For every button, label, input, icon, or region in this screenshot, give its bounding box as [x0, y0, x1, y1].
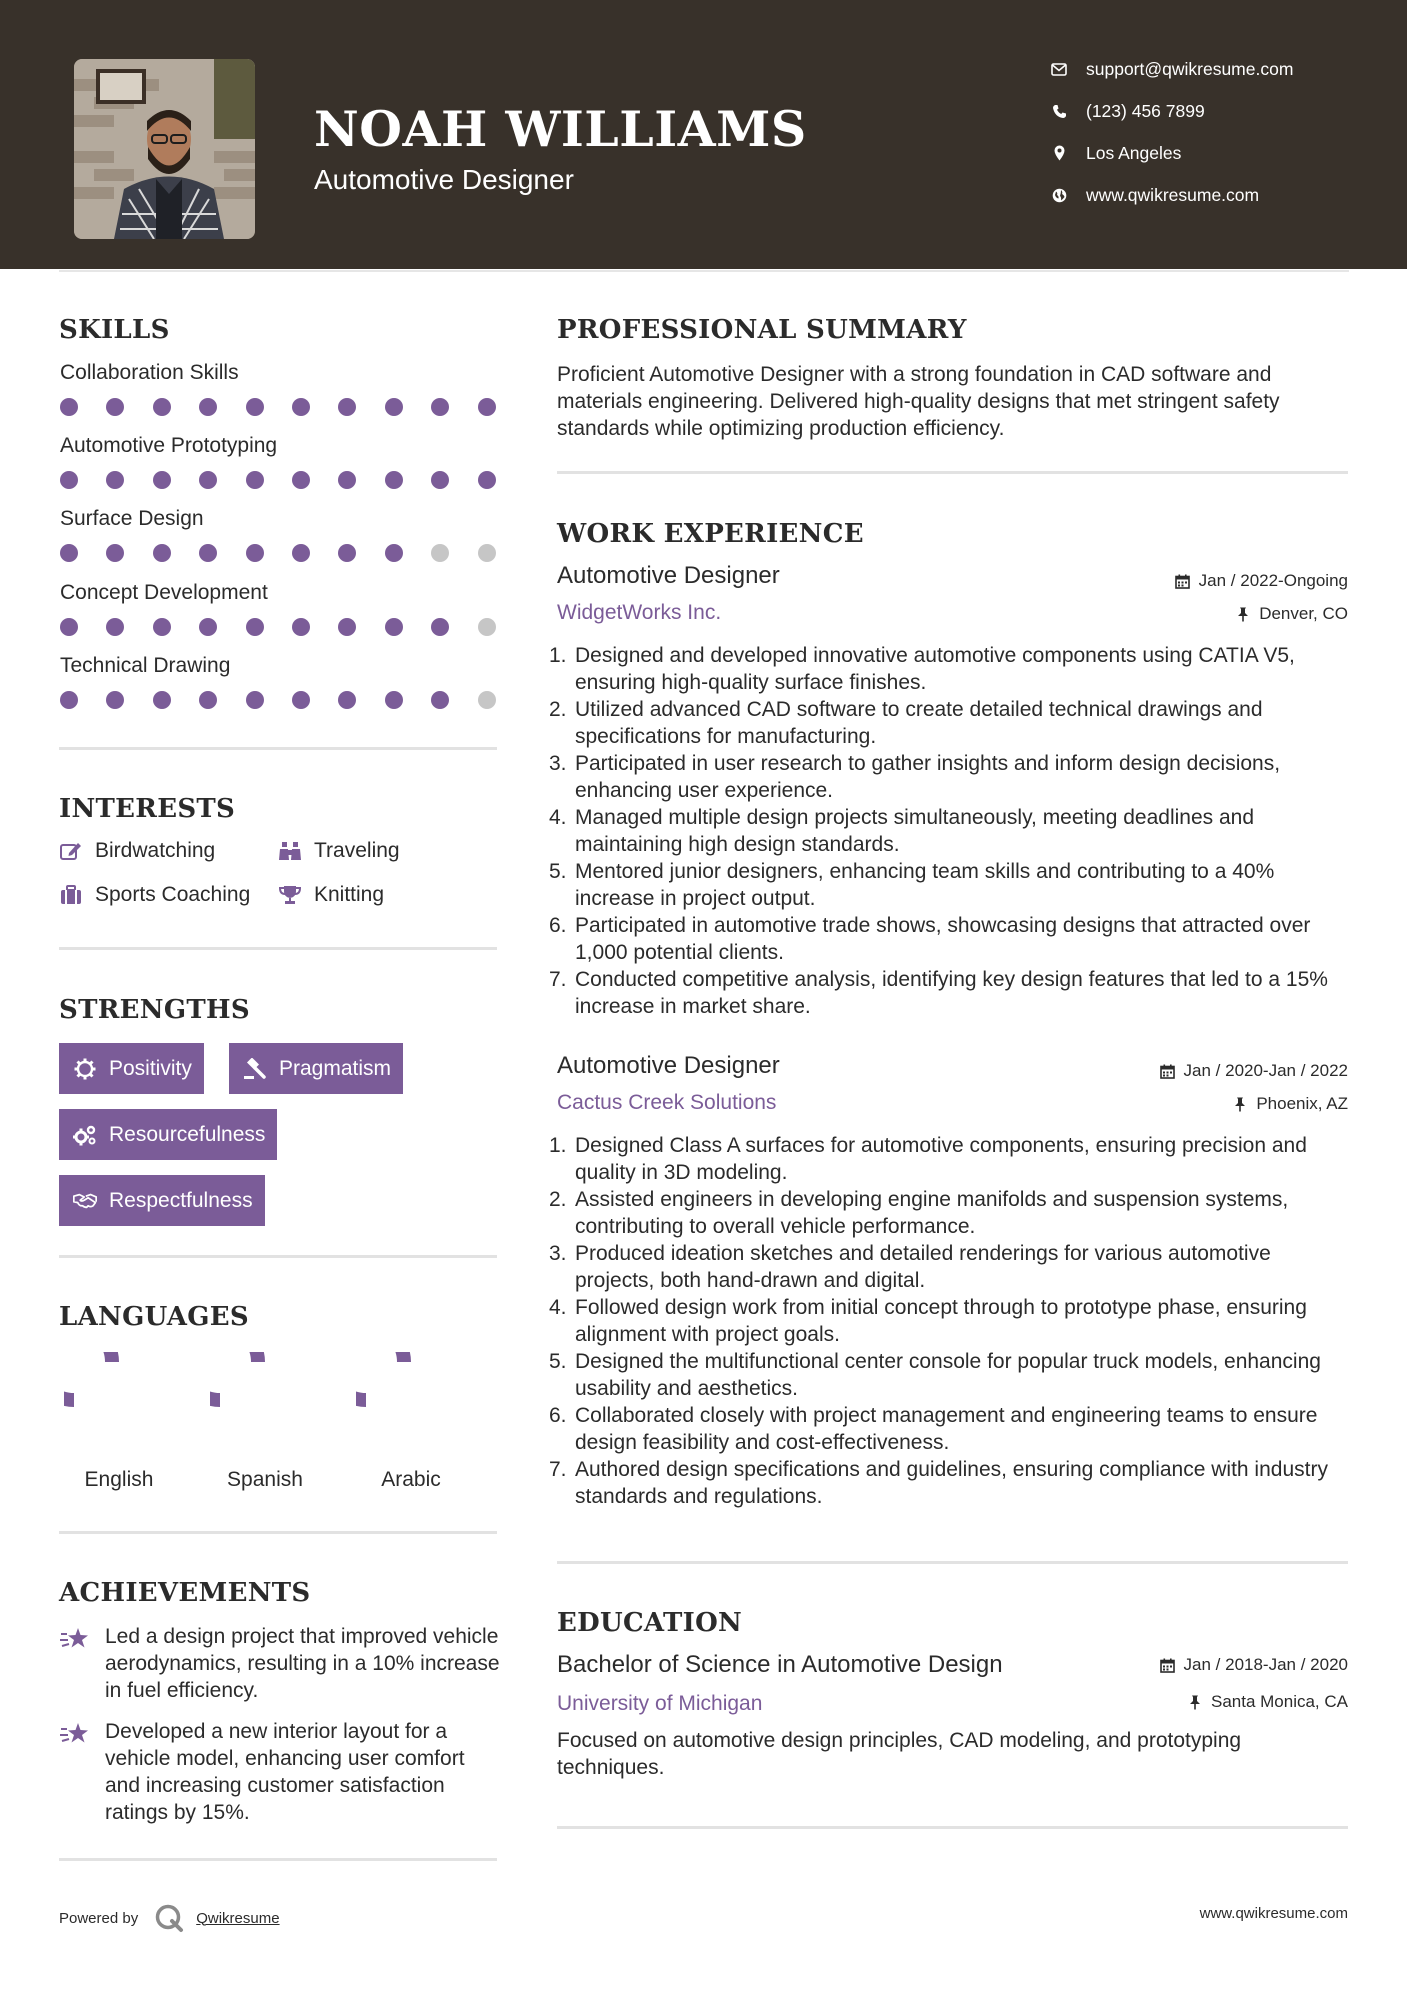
language-proficiency-arc [64, 1352, 112, 1400]
interest-item [59, 839, 215, 863]
strength-label: Pragmatism [279, 1056, 392, 1080]
skill-dot-filled [385, 618, 403, 636]
qwikresume-logo-icon [154, 1903, 184, 1933]
pencil-square-icon [59, 839, 83, 863]
skill-rating [60, 618, 497, 638]
skill-dot-filled [385, 398, 403, 416]
skill-dot-filled [106, 398, 124, 416]
skill-dot-filled [199, 618, 217, 636]
job-location-text: Phoenix, AZ [1256, 1094, 1348, 1113]
skill-dot-filled [338, 398, 356, 416]
skill-dot-filled [60, 398, 78, 416]
school-name: University of Michigan [557, 1692, 763, 1715]
job-bullet-text: Managed multiple design projects simultaneously, meeting deadlines and maintaining high design standards. [575, 806, 1255, 856]
strength-badge [59, 1043, 204, 1094]
candidate-role: Automotive Designer [314, 164, 574, 195]
job-bullet: 3. Produced ideation sketches and detailed renderings for various automotive projects, both hand-drawn and digital. [549, 1242, 1271, 1292]
job-location [1232, 1094, 1348, 1114]
job-bullet-text: Designed and developed innovative automotive components using CATIA V5, ensuring high-quality surface finishes. [575, 644, 1295, 694]
education-description: Focused on automotive design principles, CAD modeling, and prototyping techniques. [557, 1729, 1242, 1779]
skills-title: SKILLS [59, 315, 170, 345]
gavel-icon [243, 1057, 267, 1081]
education-location [1187, 1692, 1348, 1712]
contact-phone[interactable] [1050, 98, 1205, 124]
section-divider [557, 1826, 1348, 1829]
job-bullet: 5. Designed the multifunctional center console for popular truck models, enhancing usability and aesthetics. [549, 1350, 1321, 1400]
language-label: Spanish [227, 1468, 303, 1491]
contact-location-text: Los Angeles [1086, 142, 1182, 163]
education-dates [1160, 1655, 1348, 1675]
skill-dot-filled [292, 691, 310, 709]
skill-dot-empty [478, 618, 496, 636]
section-divider [557, 1561, 1348, 1564]
company-name: Cactus Creek Solutions [557, 1091, 777, 1114]
calendar-icon [1175, 573, 1191, 589]
language-proficiency-ring [356, 1352, 452, 1448]
shooting-star-icon [60, 1626, 90, 1652]
skill-label: Collaboration Skills [60, 361, 239, 384]
job-bullet-text: Mentored junior designers, enhancing team skills and contributing to a 40% increase in project output. [575, 860, 1275, 910]
strength-badge [229, 1043, 403, 1094]
contact-website[interactable] [1050, 182, 1259, 208]
contact-website-text: www.qwikresume.com [1086, 184, 1260, 205]
calendar-icon [1160, 1657, 1176, 1673]
skill-dot-filled [153, 618, 171, 636]
qwikresume-link[interactable]: Qwikresume [196, 1909, 280, 1927]
skill-dot-filled [246, 398, 264, 416]
skill-dot-filled [385, 544, 403, 562]
strength-label: Respectfulness [109, 1188, 253, 1212]
skill-dot-filled [106, 471, 124, 489]
job-bullet: 1. Designed and developed innovative automotive components using CATIA V5, ensuring high-quality surface finishes. [549, 644, 1295, 694]
interest-item [278, 883, 384, 907]
strength-badge [59, 1175, 265, 1226]
skill-label: Technical Drawing [60, 654, 231, 677]
contact-location [1050, 140, 1181, 166]
interest-item [59, 883, 250, 907]
skill-dot-filled [246, 544, 264, 562]
skill-label: Concept Development [60, 581, 268, 604]
skill-dot-filled [246, 691, 264, 709]
phone-icon [1050, 102, 1068, 120]
job-bullet-text: Collaborated closely with project management and engineering teams to ensure design feasibility and cost-effectiveness. [575, 1404, 1318, 1454]
skill-dot-filled [199, 691, 217, 709]
interest-item [278, 839, 400, 863]
skill-dot-filled [292, 471, 310, 489]
interest-label: Sports Coaching [95, 883, 251, 906]
skill-dot-filled [431, 691, 449, 709]
language-proficiency-ring [210, 1352, 306, 1448]
skill-dot-filled [478, 398, 496, 416]
job-bullet-text: Participated in user research to gather insights and inform design decisions, enhancing user experience. [575, 752, 1281, 802]
strength-label: Resourcefulness [109, 1122, 266, 1146]
skill-dot-filled [106, 618, 124, 636]
handshake-icon [73, 1189, 97, 1213]
map-pin-icon [1050, 144, 1068, 162]
skill-dot-filled [199, 471, 217, 489]
language-proficiency-ring [64, 1352, 160, 1448]
skill-dot-filled [60, 618, 78, 636]
contact-email-text: support@qwikresume.com [1086, 58, 1294, 79]
header-divider [59, 270, 1349, 272]
job-title: Automotive Designer [557, 1052, 780, 1079]
job-location-text: Denver, CO [1259, 604, 1348, 623]
job-bullet-text: Assisted engineers in developing engine manifolds and suspension systems, contributing to overall vehicle performance. [575, 1188, 1289, 1238]
profile-photo [74, 59, 255, 239]
job-dates [1175, 571, 1348, 591]
briefcase-icon [59, 883, 83, 907]
achievement-text: Developed a new interior layout for a vehicle model, enhancing user comfort and increasing customer satisfaction ratings by 15%. [105, 1720, 465, 1824]
job-bullets [549, 1132, 1349, 1510]
job-bullet: 5. Mentored junior designers, enhancing team skills and contributing to a 40% increase in project output. [549, 860, 1275, 910]
job-location [1235, 604, 1348, 624]
footer-website-link[interactable]: www.qwikresume.com [1199, 1905, 1348, 1922]
section-divider [59, 947, 497, 950]
skill-dot-filled [431, 618, 449, 636]
skill-dot-filled [385, 691, 403, 709]
job-bullet: 7. Authored design specifications and guidelines, ensuring compliance with industry standards and regulations. [549, 1458, 1328, 1508]
job-bullet: 1. Designed Class A surfaces for automotive components, ensuring precision and quality in 3D modeling. [549, 1134, 1307, 1184]
degree-title: Bachelor of Science in Automotive Design [557, 1651, 1003, 1678]
job-bullet: 7. Conducted competitive analysis, identifying key design features that led to a 15% increase in market share. [549, 968, 1328, 1018]
interests-title: INTERESTS [59, 794, 236, 824]
binoculars-icon [278, 839, 302, 863]
skill-dot-filled [338, 691, 356, 709]
language-label: English [84, 1468, 154, 1491]
skill-dot-filled [431, 471, 449, 489]
job-title: Automotive Designer [557, 562, 780, 589]
strength-badge [59, 1109, 277, 1160]
company-name: WidgetWorks Inc. [557, 601, 722, 624]
skill-dot-filled [153, 544, 171, 562]
job-bullet-text: Designed Class A surfaces for automotive components, ensuring precision and quality in 3D modeling. [575, 1134, 1307, 1184]
skill-dot-filled [338, 618, 356, 636]
section-divider [59, 747, 497, 750]
job-dates-text: Jan / 2020-Jan / 2022 [1183, 1061, 1348, 1080]
job-bullet-text: Followed design work from initial concept through to prototype phase, ensuring alignment with project goals. [575, 1296, 1307, 1346]
language-proficiency-arc [356, 1352, 404, 1400]
achievements-title: ACHIEVEMENTS [59, 1578, 311, 1608]
job-bullet: 6. Collaborated closely with project management and engineering teams to ensure design feasibility and cost-effectiveness. [549, 1404, 1318, 1454]
job-bullet: 2. Utilized advanced CAD software to create detailed technical drawings and specifications for manufacturing. [549, 698, 1263, 748]
language-label: Arabic [381, 1468, 441, 1491]
skill-dot-filled [292, 398, 310, 416]
skill-dot-filled [153, 691, 171, 709]
skill-label: Surface Design [60, 507, 204, 530]
skill-rating [60, 691, 497, 711]
skill-rating [60, 544, 497, 564]
job-bullet: 4. Managed multiple design projects simultaneously, meeting deadlines and maintaining high design standards. [549, 806, 1255, 856]
gears-icon [73, 1123, 97, 1147]
skill-dot-filled [385, 471, 403, 489]
education-dates-text: Jan / 2018-Jan / 2020 [1183, 1655, 1348, 1674]
strengths-title: STRENGTHS [59, 995, 250, 1025]
job-bullet-text: Conducted competitive analysis, identifying key design features that led to a 15% increase in market share. [575, 968, 1328, 1018]
education-title: EDUCATION [557, 1608, 743, 1638]
job-dates-text: Jan / 2022-Ongoing [1198, 571, 1348, 590]
skill-dot-empty [478, 544, 496, 562]
globe-icon [1050, 186, 1068, 204]
skill-dot-filled [246, 471, 264, 489]
trophy-icon [278, 883, 302, 907]
skill-dot-filled [338, 471, 356, 489]
achievement-text: Led a design project that improved vehicle aerodynamics, resulting in a 10% increase in fuel efficiency. [105, 1625, 500, 1702]
resume-header [0, 0, 1407, 269]
skill-dot-filled [199, 398, 217, 416]
skill-label: Automotive Prototyping [60, 434, 278, 457]
section-divider [59, 1858, 497, 1861]
skill-dot-filled [246, 618, 264, 636]
job-bullet-text: Produced ideation sketches and detailed renderings for various automotive projects, both hand-drawn and digital. [575, 1242, 1271, 1292]
summary-title: PROFESSIONAL SUMMARY [557, 315, 967, 345]
envelope-icon [1050, 60, 1068, 78]
skill-dot-filled [292, 544, 310, 562]
job-bullet-text: Authored design specifications and guidelines, ensuring compliance with industry standards and regulations. [575, 1458, 1328, 1508]
job-bullet: 2. Assisted engineers in developing engine manifolds and suspension systems, contributing to overall vehicle performance. [549, 1188, 1289, 1238]
powered-by [59, 1903, 280, 1933]
job-dates [1160, 1061, 1348, 1081]
skill-dot-filled [153, 398, 171, 416]
job-bullet-text: Participated in automotive trade shows, showcasing designs that attracted over 1,000 potential clients. [575, 914, 1311, 964]
skill-dot-filled [60, 691, 78, 709]
languages-title: LANGUAGES [59, 1302, 249, 1332]
skill-dot-filled [478, 471, 496, 489]
skill-dot-filled [106, 691, 124, 709]
pushpin-icon [1232, 1096, 1248, 1112]
section-divider [59, 1531, 497, 1534]
skill-rating [60, 471, 497, 491]
contact-phone-text: (123) 456 7899 [1086, 100, 1205, 121]
job-bullet-text: Designed the multifunctional center console for popular truck models, enhancing usability and aesthetics. [575, 1350, 1321, 1400]
contact-email[interactable] [1050, 56, 1293, 82]
skill-dot-filled [60, 471, 78, 489]
experience-title: WORK EXPERIENCE [557, 519, 864, 549]
strength-label: Positivity [109, 1056, 192, 1080]
skill-dot-filled [431, 398, 449, 416]
skill-dot-filled [153, 471, 171, 489]
skill-rating [60, 398, 497, 418]
job-bullets [549, 642, 1349, 1020]
skill-dot-filled [199, 544, 217, 562]
job-bullet: 3. Participated in user research to gather insights and inform design decisions, enhancing user experience. [549, 752, 1281, 802]
section-divider [59, 1255, 497, 1258]
interest-label: Traveling [314, 839, 400, 862]
interest-label: Knitting [314, 883, 385, 906]
calendar-icon [1160, 1063, 1176, 1079]
skill-dot-empty [478, 691, 496, 709]
job-bullet: 6. Participated in automotive trade shows, showcasing designs that attracted over 1,000 potential clients. [549, 914, 1311, 964]
skill-dot-empty [431, 544, 449, 562]
language-proficiency-arc [210, 1352, 258, 1400]
skill-dot-filled [292, 618, 310, 636]
powered-by-text: Powered by [59, 1909, 139, 1927]
job-bullet: 4. Followed design work from initial concept through to prototype phase, ensuring alignment with project goals. [549, 1296, 1307, 1346]
pushpin-icon [1235, 606, 1251, 622]
skill-dot-filled [106, 544, 124, 562]
shooting-star-icon [60, 1721, 90, 1747]
pushpin-icon [1187, 1694, 1203, 1710]
summary-text: Proficient Automotive Designer with a strong foundation in CAD software and materials engineering. Delivered high-quality designs that met stringent safety standards while optimizing production efficiency. [557, 363, 1280, 440]
candidate-name: NOAH WILLIAMS [314, 100, 807, 158]
skill-dot-filled [338, 544, 356, 562]
education-location-text: Santa Monica, CA [1210, 1692, 1348, 1711]
interest-label: Birdwatching [95, 839, 216, 862]
sun-gear-icon [73, 1057, 97, 1081]
job-bullet-text: Utilized advanced CAD software to create detailed technical drawings and specifications for manufacturing. [575, 698, 1263, 748]
skill-dot-filled [60, 544, 78, 562]
section-divider [557, 471, 1348, 474]
